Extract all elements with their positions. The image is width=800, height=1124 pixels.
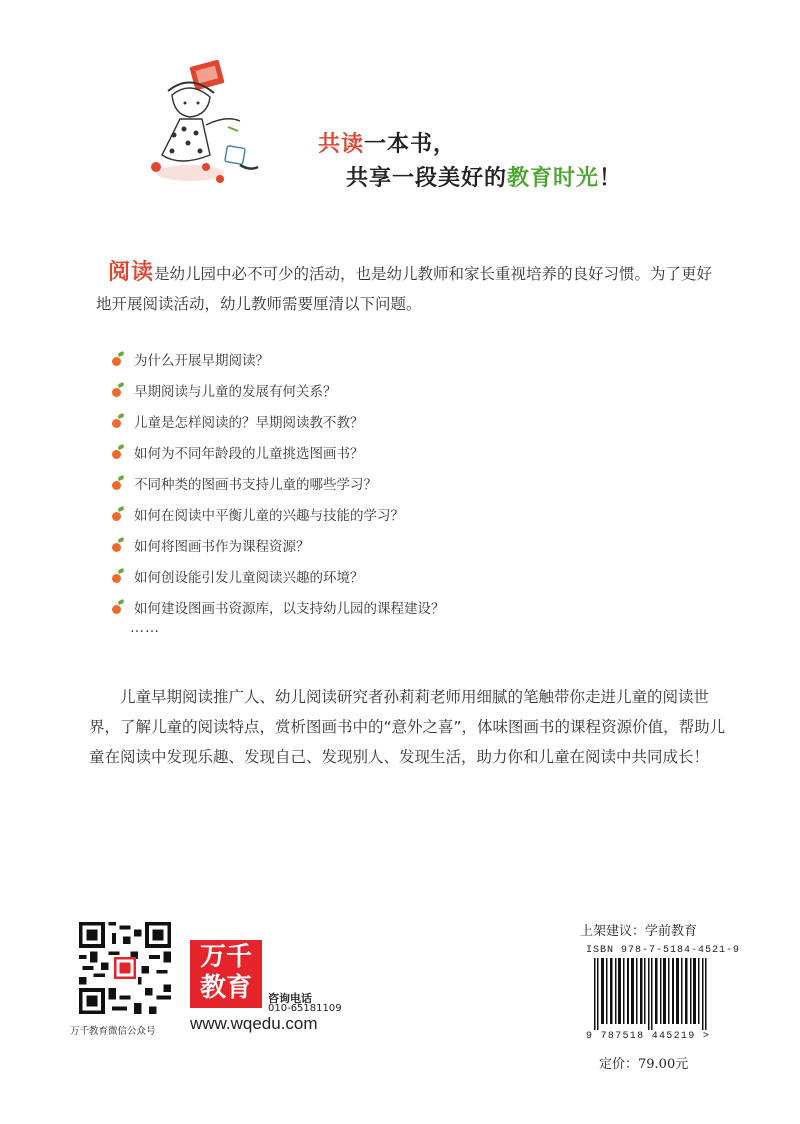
question-text: 如何在阅读中平衡儿童的兴趣与技能的学习？ bbox=[134, 508, 404, 524]
question-text: 儿童是怎样阅读的？早期阅读教不教？ bbox=[134, 415, 364, 431]
question-list bbox=[112, 346, 712, 625]
question-item bbox=[112, 439, 712, 470]
bullet-icon bbox=[112, 388, 121, 397]
question-text: 为什么开展早期阅读？ bbox=[134, 353, 269, 369]
book-price: 定价：79.00元 bbox=[599, 1057, 689, 1072]
slogan-line-2 bbox=[346, 161, 622, 192]
question-item bbox=[112, 470, 712, 501]
bullet-icon bbox=[112, 605, 121, 614]
question-text: 如何建设图画书资源库，以支持幼儿园的课程建设？ bbox=[134, 601, 445, 617]
question-item bbox=[112, 377, 712, 408]
list-ellipsis: …… bbox=[130, 620, 160, 636]
slogan-line-1-rest: 一本书， bbox=[364, 132, 457, 157]
publisher-website-link[interactable]: www.wqedu.com bbox=[190, 1014, 318, 1033]
qr-code[interactable] bbox=[79, 922, 171, 1014]
question-text: 不同种类的图画书支持儿童的哪些学习？ bbox=[134, 477, 377, 493]
slogan-line-1 bbox=[318, 127, 456, 158]
question-text: 早期阅读与儿童的发展有何关系？ bbox=[134, 384, 337, 400]
slogan-line-2-prefix: 共享一段美好的 bbox=[346, 166, 508, 191]
question-item bbox=[112, 532, 712, 563]
isbn-barcode bbox=[592, 958, 710, 1030]
intro-paragraph bbox=[96, 258, 716, 319]
question-item bbox=[112, 346, 712, 377]
question-item bbox=[112, 501, 712, 532]
question-item bbox=[112, 408, 712, 439]
bullet-icon bbox=[112, 574, 121, 583]
bullet-icon bbox=[112, 543, 121, 552]
logo-text-line-2: 教育 bbox=[199, 973, 252, 1003]
question-text: 如何创设能引发儿童阅读兴趣的环境？ bbox=[134, 570, 364, 586]
question-text: 如何为不同年龄段的儿童挑选图画书？ bbox=[134, 446, 364, 462]
shelf-suggestion: 上架建议：学前教育 bbox=[580, 924, 698, 939]
bullet-icon bbox=[112, 419, 121, 428]
intro-keyword: 阅读 bbox=[108, 260, 155, 285]
bullet-icon bbox=[112, 450, 121, 459]
logo-text-line-1: 万千 bbox=[199, 942, 252, 972]
intro-text-line-2: 地开展阅读活动，幼儿教师需要厘清以下问题。 bbox=[96, 295, 422, 313]
question-item bbox=[112, 594, 712, 625]
bullet-icon bbox=[112, 357, 121, 366]
bullet-icon bbox=[112, 512, 121, 521]
bullet-icon bbox=[112, 481, 121, 490]
question-text: 如何将图画书作为课程资源？ bbox=[134, 539, 310, 555]
intro-text-line-1: 是幼儿园中必不可少的活动，也是幼儿教师和家长重视培养的良好习惯。为了更好 bbox=[154, 265, 713, 283]
barcode-digits: 9 787518 445219 > bbox=[586, 1031, 711, 1042]
consult-phone-label: 咨询电话 bbox=[268, 992, 312, 1005]
consult-phone-number[interactable]: 010-65181109 bbox=[268, 1003, 342, 1014]
slogan-highlight-read-together: 共读 bbox=[318, 132, 365, 157]
slogan-line-2-suffix: ！ bbox=[599, 166, 623, 191]
slogan-highlight-education-time: 教育时光 bbox=[507, 166, 600, 191]
isbn-number: ISBN 978-7-5184-4521-9 bbox=[586, 945, 741, 956]
question-item bbox=[112, 563, 712, 594]
book-description: 儿童早期阅读推广人、幼儿阅读研究者孙莉莉老师用细腻的笔触带你走进儿童的阅读世界，了解儿童的阅读特点，赏析图画书中的“意外之喜”，体味图画书的课程资源价值，帮助儿童在阅读中发现乐趣、发现自己、发现别人、发现生活，助力你和儿童在阅读中共同成长！ bbox=[89, 688, 726, 766]
qr-caption: 万千教育微信公众号 bbox=[70, 1026, 156, 1037]
girl-reading-illustration bbox=[150, 55, 260, 195]
